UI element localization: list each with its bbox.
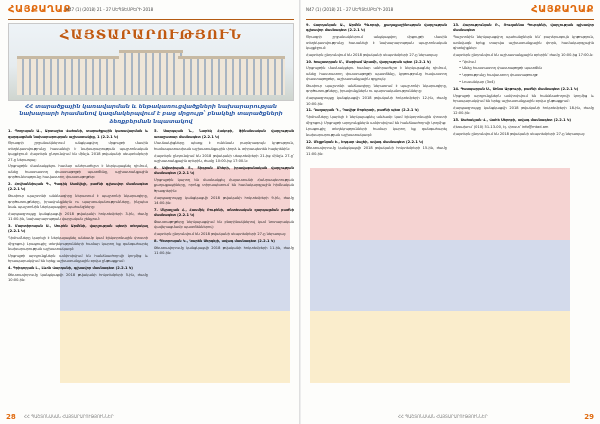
header-rule	[306, 19, 594, 20]
issue-info: N47 (1) (2018) 21 - 27 ՍԵՊՏԵՄԲԵՐԻ 2018	[306, 7, 394, 12]
hero-title: ՀԱՅՏԱՐԱՐՈՒԹՅՈՒՆ	[59, 28, 243, 43]
notice-heading: 15. Սահակյան Վ., Վահե Սերոբի, ավագ մասնագետ (2.2.1 Կ)	[453, 118, 572, 122]
notice-heading: 5. Սարգսյան Ն., Նարեկ Հակոբի, ֆինանսական վարչության առաջատար մասնագետ (2.2.1 Կ)	[154, 129, 294, 139]
article-columns	[8, 129, 294, 285]
notice-paragraph: Հարցազրույցը կանցկացվի 2018 թվականի հոկտեմբերի 9-ին, ժամը 14:00-ին:	[154, 195, 294, 206]
column-2	[453, 23, 594, 159]
notice-paragraph: Թեստավորումը կանցկացվի 2018 թվականի հոկտեմբերի 15-ին, ժամը 11:00-ին:	[306, 146, 447, 156]
notice-paragraph: Թափուր պաշտոնի անձնագիրը ներառում է պաշտոնի նկարագիրը, գործառույթները, իրավունքներն ու պարտականությունները:	[306, 84, 447, 94]
notice-paragraph: Հայտերն ընդունվում են 2018 թվականի սեպտեմբերի 27-ը ներառյալ:	[306, 52, 438, 57]
footer-text: ՀՀ ՊԱՇՏՈՆԱԿԱՆ ՀԱՅՏԱՐԱՐՈՒԹՅՈՒՆՆԵՐ	[24, 414, 114, 419]
right-page	[300, 0, 600, 424]
header-rule	[8, 19, 294, 20]
notice-heading: 2. Հովհաննիսյան Գ., Գագիկ Սամվելի, բաժնի գլխավոր մասնագետ (2.2.1 Կ)	[8, 182, 148, 192]
hero-subtitle: ՀՀ տարածքային կառավարման և ենթակառուցվածքների նախարարության նախարարի հրամանով կազմակերպվում է բաց մրցույթ՝ բնակելի տարածքների ձեռքբերման նպատակով	[19, 104, 283, 125]
page-footer	[6, 413, 294, 421]
notice-heading: 12. Մելքոնյան Է., Էդգար Վաչեի, ավագ մասնագետ (2.2.1 Կ)	[306, 139, 424, 144]
notice-heading: 11. Ղազարյան Դ., Դավիթ Ռոբերտի, բաժնի պետ (2.2.1 Կ)	[306, 108, 419, 113]
notice-paragraph: Փաստաթղթերը ներկայացվում են բնօրինակներով կամ նոտարական վավերացմամբ պատճեններով:	[154, 220, 294, 230]
notice-paragraph: Հարցազրույցը կանցկացվի 2018 թվականի հոկտեմբերի 12-ին, ժամը 10:00-ին:	[306, 96, 447, 106]
notice-paragraph: Թափուր պաշտոնի անձնագիրը ներառում է պաշտոնի նկարագիրը, գործառույթները, իրավունքներն ու պարտականությունները, ինչպես նաև պաշտոնին ներկայացվող պահանջները:	[8, 194, 148, 210]
notice-heading: 1. Պողոսյան Ա., Արտաշես Վահանի, տարածքային կառավարման և զարգացման նախարարության աշխատակից, 1 (2.2.1 Կ)	[8, 129, 148, 139]
page-header	[8, 4, 294, 18]
bullet-item: • Դիմում	[453, 60, 594, 65]
notice-paragraph: Ծրագրի շրջանակներում անցկացվող մրցույթի մասին տեղեկատվությունը հասանելի է նախարարության պաշտոնական կայքէջում:	[306, 35, 447, 51]
column-1	[8, 129, 148, 285]
page-number: 29	[584, 413, 594, 421]
notice-heading: 8. Պետրոսյան Կ., Կարեն Սերգեյի, ավագ մասնագետ (2.2.1 Կ)	[154, 239, 275, 244]
notice-paragraph: Ծրագրի շրջանակներում անցկացվող մրցույթի մասին տեղեկատվությունը հասանելի է նախարարության պաշտոնական կայքէջում: Հայտերն ընդունվում են մինչև 2018 թվականի սեպտեմբերի 27-ը ներառյալ:	[8, 141, 148, 162]
notice-heading: 14. Գասպարյան Ս., Սոնա Արթուրի, բաժնի մասնագետ (2.2.1 Կ)	[453, 86, 579, 91]
notice-paragraph: Հարցազրույցը կանցկացվի 2018 թվականի հոկտեմբերի 3-ին, ժամը 11:00-ին, նախարարության վարչական շենքում:	[8, 211, 148, 222]
notice-paragraph: Մրցույթին մասնակցելու համար անհրաժեշտ է ներկայացնել դիմում, անձը հաստատող փաստաթղթի պատճենը, աշխատանքային գործունեությունը հավաստող փաստաթղթեր:	[8, 164, 148, 180]
notice-paragraph: Մրցույթին մասնակցելու համար անհրաժեշտ է ներկայացնել դիմում, անձը հաստատող փաստաթղթի պատճենը, կրթությունը հավաստող փաստաթղթեր, աշխատանքային գրքույկ:	[306, 66, 447, 82]
notice-paragraph: Դիմումները կարելի է ներկայացնել անձամբ կամ էլեկտրոնային փոստի միջոցով: Մրցույթի արդյունքներն ամփոփվում են հանձնաժողովի կողմից:	[306, 115, 447, 125]
column-2	[154, 129, 294, 285]
notice-paragraph: Հայտերն ընդունվում են աշխատանքային օրերին՝ ժամը 10:00-ից 17:00-ն:	[453, 52, 594, 57]
bullet-item: • Լուսանկար (3x4)	[453, 80, 594, 85]
bullet-item: • Անձը հաստատող փաստաթղթի պատճեն	[453, 66, 594, 71]
magazine-logo: ՀԱՅՔԱՂԱՔ	[531, 4, 594, 15]
page-number: 28	[6, 413, 16, 421]
notice-heading: 4. Գրիգորյան Լ., Լևոն Վարդանի, գլխավոր մասնագետ (2.2.1 Կ)	[8, 266, 133, 271]
notice-paragraph: Թեստավորումը կանցկացվի 2018 թվականի հոկտեմբերի 11-ին, ժամը 11:00-ին:	[154, 245, 294, 256]
flag-watermark	[310, 168, 570, 383]
notice-paragraph: Հայտերն ընդունվում են 2018 թվականի սեպտեմբերի 27-ը ներառյալ:	[154, 232, 286, 237]
notice-paragraph: Մրցույթի արդյունքներն ամփոփվում են հանձնաժողովի կողմից և հրապարակվում են երեք աշխատանքային օրվա ընթացքում:	[453, 93, 594, 103]
notice-paragraph: Մրցույթին կարող են մասնակցել Հայաստանի Հանրապետության քաղաքացիները, որոնք տիրապետում են համակարգչային հիմնական ծրագրերին:	[154, 178, 294, 193]
article-columns	[306, 23, 594, 159]
notice-paragraph: Պաշտոնին ներկայացվող պահանջներն են՝ բարձրագույն կրթություն, առնվազն երեք տարվա աշխատանքային փորձ, համակարգչային գիտելիքներ:	[453, 35, 594, 51]
notice-heading: 6. Ավետիսյան Տ., Տիգրան Մհերի, իրավաբանական վարչության մասնագետ (2.2.1 Կ)	[154, 165, 294, 176]
column-1	[306, 23, 447, 159]
page-footer	[306, 413, 594, 421]
magazine-logo: ՀԱՅՔԱՂԱՔ	[8, 4, 71, 15]
notice-paragraph: Լրացուցիչ տեղեկությունների համար կարող եք զանգահարել նախարարության աշխատակազմ:	[306, 127, 447, 137]
building-image	[17, 50, 285, 92]
notice-heading: 10. Խաչատրյան Մ., Մարիամ Արամի, վարչության պետ (2.2.1 Կ)	[306, 59, 431, 64]
notice-paragraph: Մասնակիցները պետք է ունենան բարձրագույն կրթություն, համապատասխան աշխատանքային փորձ և տիրապետեն հայերենին:	[154, 141, 294, 151]
notice-paragraph: Մրցույթի արդյունքներն ամփոփվում են հանձնաժողովի կողմից և հրապարակվում են երեք աշխատանքային օրվա ընթացքում:	[8, 253, 148, 264]
page-header	[306, 4, 594, 18]
notice-paragraph: Հայտերն ընդունվում են 2018 թվականի սեպտեմբերի 27-ը ներառյալ:	[453, 131, 585, 136]
notice-paragraph: Հեռախոս՝ (010) 51-13-00, էլ. փոստ՝ info@mtad.am	[453, 124, 549, 129]
issue-info: N47 (1) (2018) 21 - 27 ՍԵՊՏԵՄԲԵՐԻ 2018	[66, 7, 154, 12]
notice-paragraph: Հարցազրույցը կանցկացվի 2018 թվականի հոկտեմբերի 18-ին, ժամը 12:00-ին:	[453, 105, 594, 116]
notice-paragraph: Դիմումները կարելի է ներկայացնել անձամբ կամ էլեկտրոնային փոստի միջոցով: Լրացուցիչ տեղեկությունների համար կարող եք զանգահարել նախարարության աշխատակազմ:	[8, 236, 148, 252]
notice-heading: 3. Մարտիրոսյան Ս., Սուրեն Արմենի, վարչության պետի տեղակալ (2.2.1 Կ)	[8, 224, 148, 234]
hero-banner	[8, 23, 294, 101]
notice-heading: 13. Հարությունյան Ռ., Ռուզաննա Գուրգենի, վարչության գլխավոր մասնագետ	[453, 23, 594, 33]
notice-paragraph: Թեստավորումը կանցկացվի 2018 թվականի հոկտեմբերի 5-ին, ժամը 10:00-ին:	[8, 272, 148, 283]
footer-text: ՀՀ ՊԱՇՏՈՆԱԿԱՆ ՀԱՅՏԱՐԱՐՈՒԹՅՈՒՆՆԵՐ	[398, 414, 488, 419]
bullet-item: • Կրթությունը հավաստող փաստաթուղթ	[453, 73, 594, 78]
notice-paragraph: Հայտերն ընդունվում են 2018 թվականի սեպտեմբերի 21-ից մինչև 27-ը՝ աշխատանքային օրերին, ժամը 10:00-ից 17:00-ն:	[154, 153, 294, 164]
notice-heading: 7. Մկրտչյան Հ., Հասմիկ Ռուբենի, տնտեսական զարգացման բաժնի մասնագետ (2.2.1 Կ)	[154, 207, 294, 218]
notice-heading: 9. Վարդանյան Ա., Արմեն Գևորգի, քաղաքաշինության վարչության գլխավոր մասնագետ (2.2.1 Կ)	[306, 23, 447, 33]
